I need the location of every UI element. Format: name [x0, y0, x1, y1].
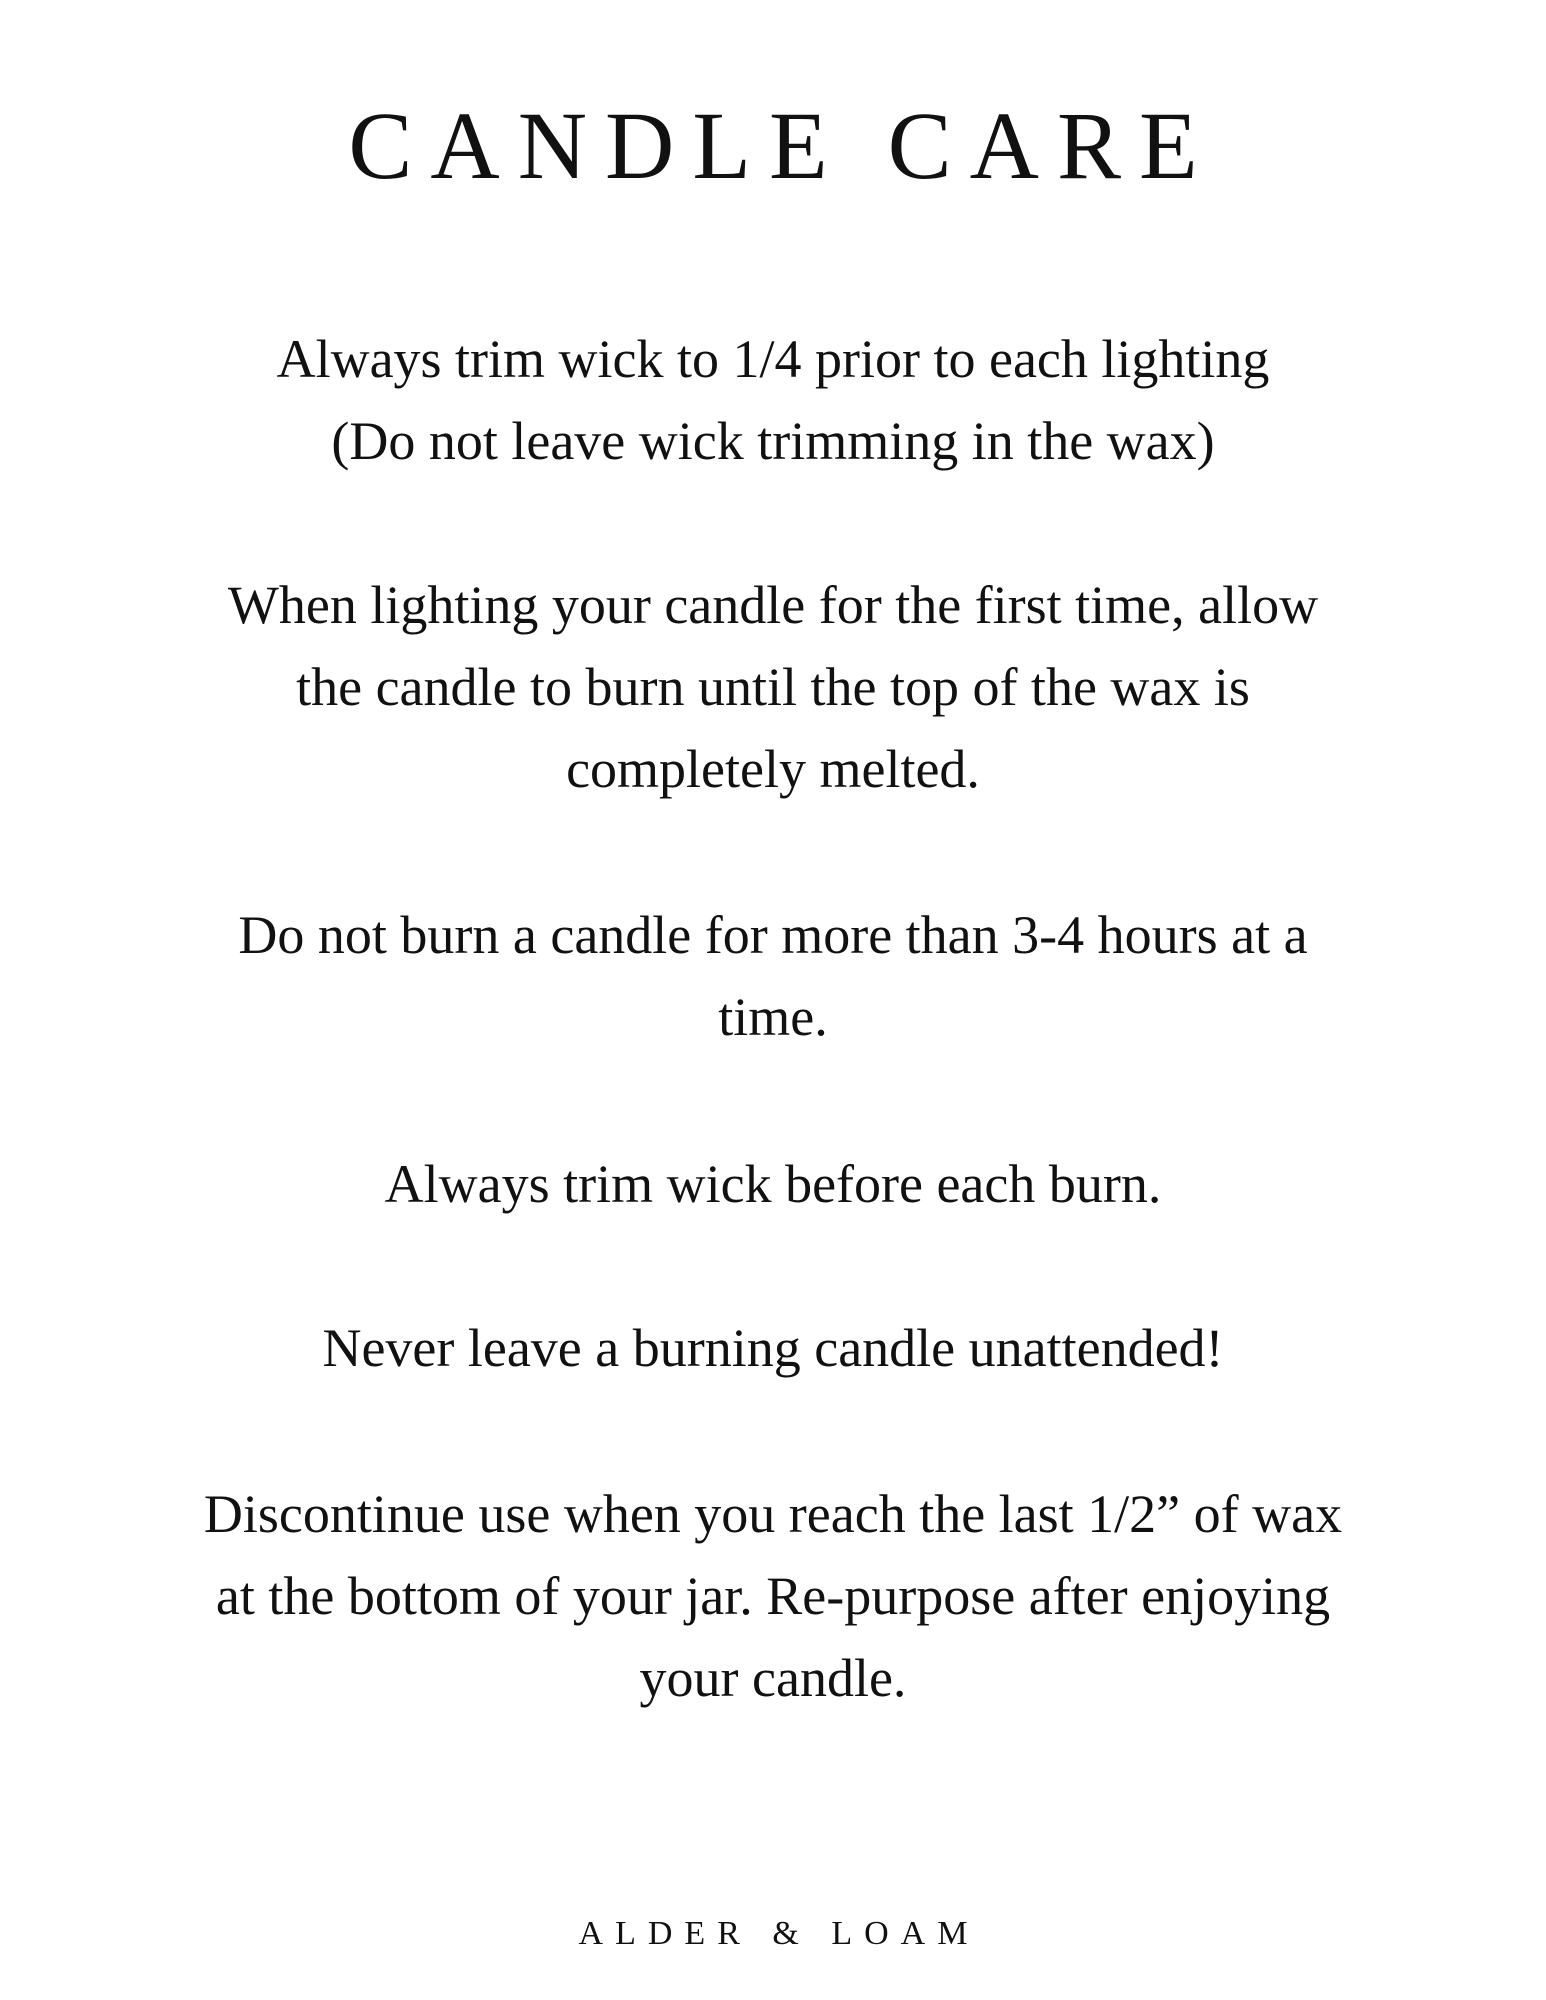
instruction-line: When lighting your candle for the first time, allow	[227, 575, 1319, 635]
instruction-trim-each-burn	[0, 1143, 1546, 1225]
instruction-discontinue	[0, 1473, 1546, 1719]
instruction-line: completely melted.	[566, 739, 980, 799]
brand-name: ALDER & LOAM	[578, 1915, 980, 1952]
instruction-line: time.	[718, 987, 828, 1047]
instruction-line: Never leave a burning candle unattended!	[322, 1318, 1224, 1378]
instruction-line: the candle to burn until the top of the wax is	[296, 657, 1250, 717]
instruction-line: at the bottom of your jar. Re-purpose after enjoying	[215, 1566, 1331, 1626]
instruction-line: Always trim wick to 1/4 prior to each lighting	[276, 329, 1270, 389]
instruction-line: Do not burn a candle for more than 3-4 hours at a	[238, 905, 1308, 965]
page-title: CANDLE CARE	[348, 92, 1216, 199]
instruction-unattended	[0, 1307, 1546, 1389]
instruction-line: Discontinue use when you reach the last 1/2” of wax	[203, 1484, 1343, 1544]
instruction-line: Always trim wick before each burn.	[384, 1154, 1162, 1214]
instruction-first-burn	[0, 564, 1546, 810]
instruction-trim-wick	[0, 318, 1546, 482]
instruction-line: (Do not leave wick trimming in the wax)	[331, 411, 1215, 471]
instruction-line: your candle.	[639, 1648, 907, 1708]
instruction-burn-time	[0, 894, 1546, 1058]
